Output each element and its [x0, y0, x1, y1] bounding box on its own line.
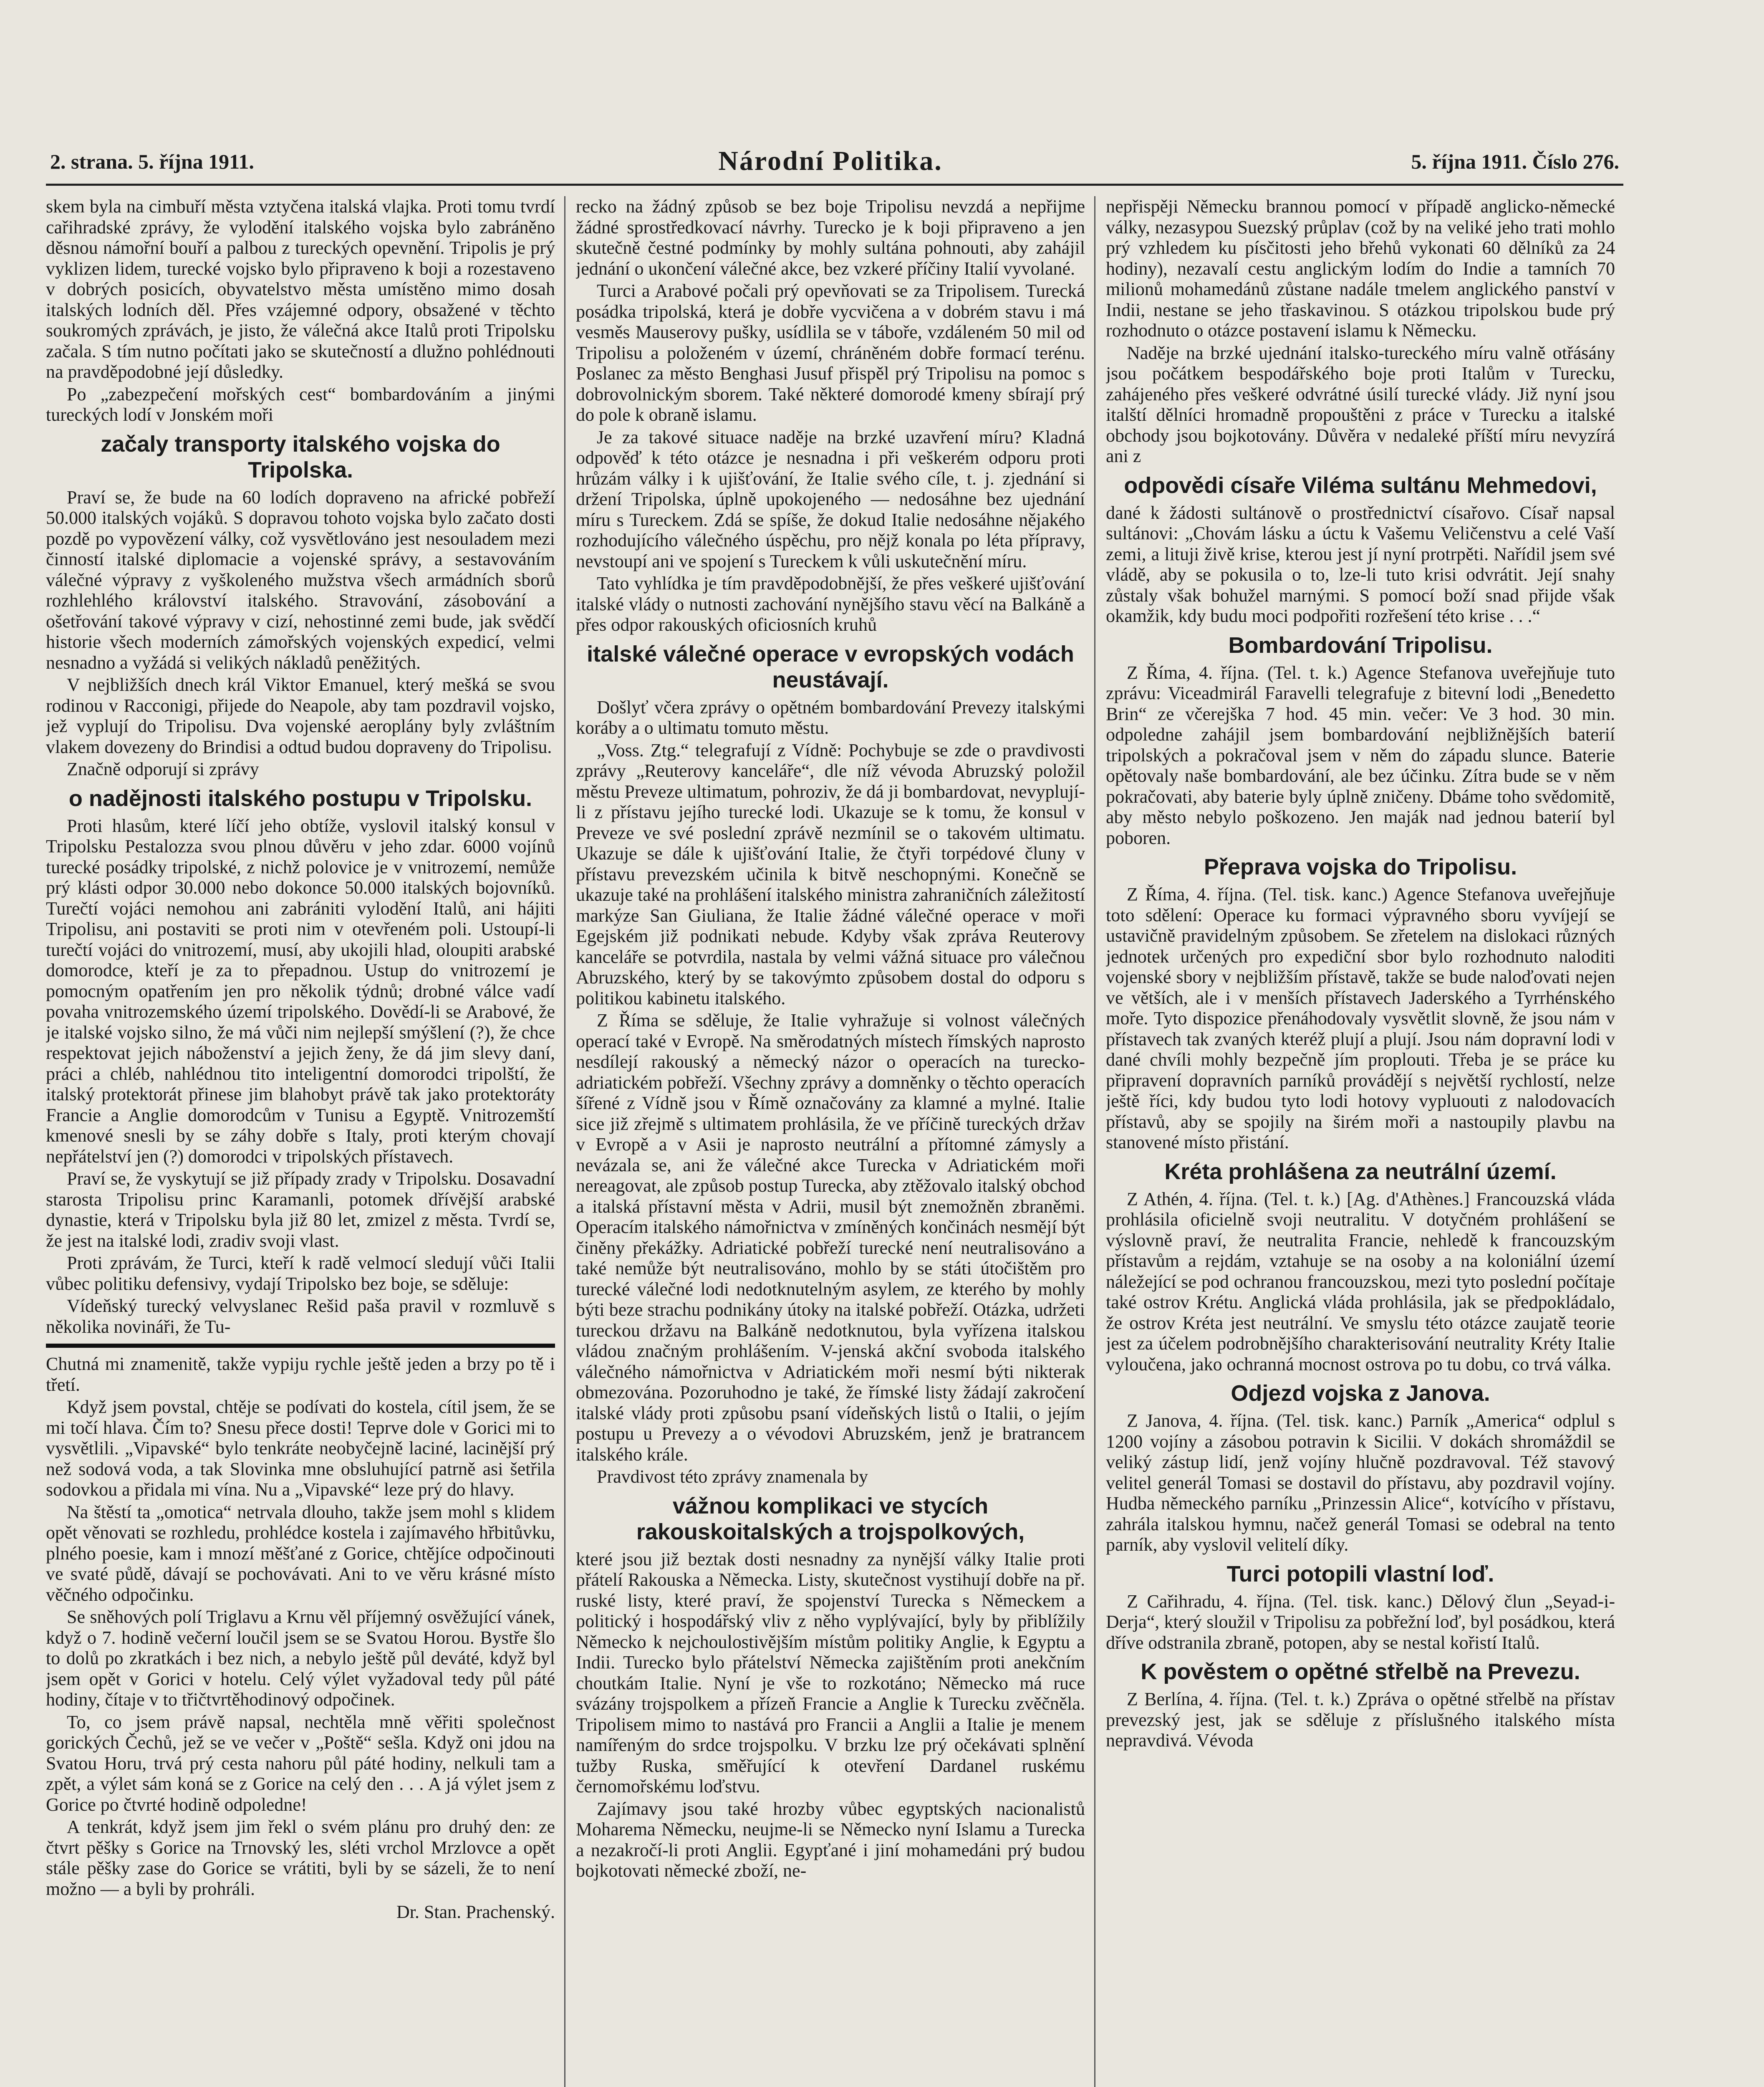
paragraph: Zajímavy jsou také hrozby vůbec egyptských nacionalistů Moharema Německu, neujme-li se Německo nyní Islamu a Turecka a nezakročí-li proti Anglii. Egypťané i jiní mohamedáni prý budou bojkotovati německé zboží, ne-: [576, 1798, 1085, 1881]
paragraph: Po „zabezpečení mořských cest“ bombardováním a jinými tureckých lodí v Jonském moři: [46, 384, 555, 425]
feuilleton-paragraph: Se sněhových polí Triglavu a Krnu věl příjemný osvěžující vánek, když o 7. hodině večerní loučil jsem se se Svatou Horou. Bystře šlo to dolů po zkratkách i bez nich, a nebylo ještě půl deváté, když byl jsem opět v Gorici v hotelu. Celý výlet vyžadoval tedy půl páté hodiny, čítaje v to třičtvrtěhodinový odpočinek.: [46, 1607, 555, 1710]
issue-number: 5. října 1911. Číslo 276.: [1411, 150, 1619, 173]
feuilleton-paragraph: A tenkrát, když jsem jim řekl o svém plánu pro druhý den: ze čtvrt pěšky s Gorice na Trnovský les, sléti vrchol Mrzlovce a opět stále pěšky zase do Gorice se vrátiti, byli by se sázeli, že to není možno — a byli by prohráli.: [46, 1817, 555, 1899]
author-signature: Dr. Stan. Prachenský.: [396, 1902, 555, 1922]
section-heading: Bombardování Tripolisu.: [1228, 632, 1493, 658]
paragraph: recko na žádný způsob se bez boje Tripolisu nevzdá a nepřijme žádné sprostředkovací návrhy. Turecko je k boji připraveno a jen skutečně čestné podmínky by mohly sultána pohnouti, aby zahájil jednání o ukončení válečné akce, bez vzkeré příčiny Italií vyvolané.: [576, 196, 1085, 279]
feuilleton-divider: [46, 1344, 555, 1348]
column-rule: [1094, 196, 1095, 2087]
paragraph: Turci a Arabové počali prý opevňovati se za Tripolisem. Turecká posádka tripolská, která je dobře vycvičena a v dobrém stavu i má vesměs Mauserovy pušky, usídlila se v táboře, vzdáleném 50 mil od Tripolisu a položeném v území, chráněném dobře formací terénu. Poslanec za město Benghasi Jusuf přispěl prý Tripolisu na pomoc s dobrovolnickým sborem. Také některé domorodé kmeny sbírají prý do pole k obraně islamu.: [576, 280, 1085, 425]
paragraph: Tato vyhlídka je tím pravděpodobnější, že přes veškeré ujišťování italské vlády o nutnosti zachování nynějšího stavu věcí na Balkáně a přes odpor rakouských oficiosních kruhů: [576, 573, 1085, 635]
section-heading: o nadějnosti italského postupu v Tripolsku.: [68, 786, 532, 811]
newspaper-title: Národní Politika.: [718, 146, 943, 176]
paragraph: Praví se, že bude na 60 lodích dopraveno na africké pobřeží 50.000 italských vojáků. S dopravou tohoto vojska bylo začato dosti pozdě po vypovězení války, což vysvětlováno jest nesouladem mezi činností italské diplomacie a vojenské správy, a sestavováním válečné výpravy z vyškoleného mužstva všech armádních sborů rozhlehlého království italského. Stravování, zásobování a ošetřování takové výpravy v cizí, nehostinné zemi bude, jak svědčí historie všech moderních zámořských vojenských expedicí, velmi nesnadno a vyžádá si velikých nákladů peněžitých.: [46, 487, 555, 673]
section-heading: vážnou komplikaci ve stycích rakouskoitalských a trojspolkových,: [636, 1493, 1025, 1544]
section-heading: odpovědi císaře Viléma sultánu Mehmedovi,: [1124, 472, 1597, 498]
paragraph: Z Athén, 4. října. (Tel. t. k.) [Ag. d'Athènes.] Francouzská vláda prohlásila oficielně svoji neutralitu. V dotyčném prohlášení se výslovně praví, že neutralita Francie, nehledě k francouzským přístavům a rejdám, vztahuje se na osoby a na koloniální území náležející se pod ochranou francouzskou, mezi tyto poslední počítaje také ostrov Krétu. Anglická vláda prohlásila, jak se předpokládalo, že ostrov Kréta jest neutrální. Ve smyslu této otázce zaujatě teorie jest za účelem podrobnějšího charakterisování neutrality Kréty Italie vyloučena, jako ochranná mocnost ostrova po tu dobu, co trvá válka.: [1106, 1188, 1615, 1374]
paragraph: které jsou již beztak dosti nesnadny za nynější války Italie proti přátelí Rakouska a Německa. Listy, skutečnost vystihují dobře na př. ruské listy, které praví, že spojenství Turecka s Německem a politický i hospodářský vliv z něho vyplývající, byly by přiblížily Německo k nejchoulostivějším místům politiky Anglie, k Egyptu a Indii. Turecko bylo přátelství Německa zajištěním proti anekčním choutkám Italie. Nyní je vše to rozkotáno; Německo má ruce svázány trojspolkem a přízeň Francie a Anglie k Turecku zvěčněla. Tripolisem mimo to nastává pro Francii a Anglii a Italie je menem namířeným do srdce trojspolku. V brzku lze prý očekávati splnění tužby Ruska, směřující k otevření Dardanel ruskému černomořskému loďstvu.: [576, 1549, 1085, 1796]
section-heading: italské válečné operace v evropských vodách neustávají.: [587, 641, 1074, 692]
paragraph: Vídeňský turecký velvyslanec Rešid paša pravil v rozmluvě s několika novináři, že Tu-: [46, 1296, 555, 1337]
paragraph: dané k žádosti sultánově o prostřednictví císařovo. Císař napsal sultánovi: „Chovám lásku a úctu k Vašemu Veličenstvu a celé Vaší zemi, a lituji živě krise, kterou jest jí nyní protrpěti. Nařídil jsem své vládě, aby se pokusila o to, lze-li tuto krisi odvrátit. Její snahy zůstaly však bohužel marnými. S pomocí boží snad přijde však okamžik, kdy budu moci podpořiti rozřešení této krise . . .“: [1106, 502, 1615, 626]
paragraph: „Voss. Ztg.“ telegrafují z Vídně: Pochybuje se zde o pravdivosti zprávy „Reuterovy kanceláře“, dle níž vévoda Abruzský položil městu Preveze ultimatum, pohroziv, že dá ji bombardovat, nevyplují-li z přístavu jejího turecké lodi. Ukazuje se k tomu, že konsul v Preveze ve své poslední zprávě nezmínil se o takovém ultimatu. Ukazuje se dále k ujišťování Italie, že čtyři torpédové čluny v přístavu prevezském učinila k bitvě neschopnými. Konečně se ukazuje také na prohlášení italského ministra zahraničních záležitostí markýze San Giuliana, že Italie žádné válečné operace v moři Egejském již podnikati nebude. Kdyby však zpráva Reuterovy kanceláře se potvrdila, nastala by velmi vážná situace pro válečnou Abruzského, který by se takovýmto způsobem dostal do odporu s politikou kabinetu italského.: [576, 740, 1085, 1008]
paragraph: nepřispěji Německu brannou pomocí v případě anglicko-německé války, nezasypou Suezský průplav (což by na veliké jeho trati mohlo prý vzhledem ku písčitosti jeho břehů vykonati 60 dělníků za 24 hodiny), nezavalí cestu anglickým lodím do Indie a tamních 70 milionů mohamedánů zůstane nadále tmelem anglického panství v Indii, nestane se jeho třaskavinou. S otázkou tripolskou bude prý rozhodnuto o otázce postavení islamu k Německu.: [1106, 196, 1615, 341]
paragraph: skem byla na cimbuří města vztyčena italská vlajka. Proti tomu tvrdí cařihradské zprávy, že vylodění italského vojska bylo zabráněno děsnou námořní bouří a palbou z tureckých opevnění. Tripolis je prý vyklizen lidem, turecké vojsko bylo připraveno k boji a rozestaveno v dobrých posicích, obyvatelstvo města umístěno mimo dosah italských lodních děl. Přes vzájemné odpory, obsažené v těchto soukromých zprávách, je jisto, že válečná akce Italů proti Tripolsku začala. S tím nutno počítati jako se skutečností a dlužno pohlédnouti na pravděpodobné její důsledky.: [46, 196, 555, 382]
paragraph: Praví se, že vyskytují se již případy zrady v Tripolsku. Dosavadní starosta Tripolisu princ Karamanli, potomek dřívější arabské dynastie, která v Tripolsku byla již 80 let, zmizel z města. Tvrdí se, že jest na italské lodi, zradiv svoji vlast.: [46, 1168, 555, 1251]
paragraph: Z Říma, 4. října. (Tel. tisk. kanc.) Agence Stefanova uveřejňuje toto sdělení: Operace ku formaci výpravného sboru vyvíjejí se ustavičně pravidelným způsobem. Se zřetelem na dislokaci různých jednotek určených pro expediční sbor bylo rozhodnuto naloditi vojenské sbory v nejbližším přístavě, takže se bude naloďovati nejen ve větších, ale i v menších přístavech Jaderského a Tyrrhénského moře. Tyto dispozice přenáhodovaly vysvětlit slovně, že jsou nám v přístavech tak zvaných kteréž plují a plují. Jsou nám dopravní lodi v dané chvíli mohly bezpečně jím proplouti. Třeba je se práce ku připravení dopravních parníků provádějí s největší rychlostí, nelze ještě říci, kdy budou tyto lodi hotovy vypluouti z nalodovacích přístavů, aby se spojily na širém moři a nastoupily plavbu na stanovené místo přistání.: [1106, 884, 1615, 1152]
paragraph: Je za takové situace naděje na brzké uzavření míru? Kladná odpověď k této otázce je nesnadna i při veškerém odporu proti hrůzám války i k ujišťování, že Italie svého cíle, t. j. zjednání si držení Tripolska, úplně upokojeného — nedosáhne bez ujednání míru s Tureckem. Zdá se spíše, že dokud Italie nedosáhne nějakého rozhodujícího válečného úspěchu, pro nějž konala po léta přípravy, nevstoupí ani ve spojení s Tureckem k vůli uskutečnění míru.: [576, 427, 1085, 571]
paragraph: Naděje na brzké ujednání italsko-tureckého míru valně otřásány jsou počátkem bespodářského boje proti Italům v Turecku, zahájeného přes veškeré odvrátné úsilí turecké vlády. Již nyní jsou italští dělníci hromadně propouštěni z práce v Turecku a italské obchody jsou bojkotovány. Důvěra v nedaleké příští míru nevyzírá ani z: [1106, 342, 1615, 466]
section-heading: Odjezd vojska z Janova.: [1231, 1381, 1490, 1406]
feuilleton-paragraph: Na štěstí ta „omotica“ netrvala dlouho, takže jsem mohl s klidem opět věnovati se rozhledu, prohlédce kostela i zajímavého hřbitůvku, plného poesie, kam i mnozí měšťané z Gorice, chtějíce odpočinouti ve svaté půdě, dávají se pochovávati. Ani to ve věru krásné místo věčného odpočinku.: [46, 1501, 555, 1605]
feuilleton-paragraph: Když jsem povstal, chtěje se podívati do kostela, cítil jsem, že se mi točí hlava. Čím to? Snesu přece dosti! Teprve dole v Gorici mi to vysvětlili. „Vipavské“ bylo tenkráte neobyčejně laciné, lacinější prý než sodová voda, a tak Slovinka mne obsluhující patrně asi šetřila sodovkou a přidala mi vína. Nu a „Vipavské“ leze prý do hlavy.: [46, 1397, 555, 1500]
section-heading: K pověstem o opětné střelbě na Prevezu.: [1141, 1659, 1580, 1684]
page-date-left: 2. strana. 5. října 1911.: [50, 150, 254, 173]
section-heading: začaly transporty italského vojska do Tripolska.: [101, 431, 500, 483]
paragraph: Proti hlasům, které líčí jeho obtíže, vyslovil italský konsul v Tripolsku Pestalozza svou plnou důvěru v jeho zdar. 6000 vojínů turecké posádky tripolské, z nichž polovice je v vnitrozemí, nemůže prý klásti odpor 30.000 nebo dokonce 50.000 italských bojovníků. Turečtí vojáci nemohou ani zabrániti vylodění Italů, ani hájiti Tripolisu, ani postaviti se proti nim v otevřeném poli. Ustoupí-li turečtí vojáci do vnitrozemí, musí, aby ukojili hlad, oloupiti arabské domorodce, kteří je za to přepadnou. Ustup do vnitrozemí je pomocným opatřením jen pro několik týdnů; drobné válce vadí povaha vnitrozemského území tripolského. Dovědí-li se Arabové, že je italské vojsko silno, že má vůči nim nejlepší smýšlení (?), že chce respektovat jejich náboženství a jejich ženy, že dá jim slevy daní, práci a chléb, nahlédnou tito inteligentní domorodci tripolští, že italský protektorát přinese jim blahobyt právě tak jako protektoráty Francie a Anglie domorodcům v Tunisu a Egyptě. Vnitrozemští kmenové snesli by se záhy dobře s Italy, proti kterým chovají nepřátelství jen (?) domorodci v tripolských přístavech.: [46, 815, 555, 1167]
column-3: [1106, 196, 1615, 2087]
paragraph: Značně odporují si zprávy: [67, 759, 259, 779]
paragraph: Z Berlína, 4. října. (Tel. t. k.) Zpráva o opětné střelbě na přístav prevezský jest, jak se sděluje z příslušného italského místa nepravdivá. Vévoda: [1106, 1689, 1615, 1751]
paragraph: Z Janova, 4. října. (Tel. tisk. kanc.) Parník „America“ odplul s 1200 vojíny a zásobou potravin k Sicilii. V dokách shromáždil se veliký zástup lidí, jenž vojíny hlučně pozdravoval. Též stavový velitel generál Tomasi se dostavil do přístavu, aby pozdravil vojíny. Hudba německého parníku „Prinzessin Alice“, kotvícího v přístavu, zahrála italskou hymnu, načež generál Tomasi se odebral na tento parník, aby vyslovil velitelí díky.: [1106, 1410, 1615, 1555]
column-1: [46, 196, 555, 2087]
newspaper-page: [46, 138, 1623, 2087]
masthead: [46, 138, 1623, 186]
column-2: [576, 196, 1085, 2087]
feuilleton-paragraph: To, co jsem právě napsal, nechtěla mně věřiti společnost gorických Čechů, jež se ve večer v „Poště“ sešla. Když oni jdou na Svatou Horu, trvá prý cesta nahoru půl páté hodiny, nelkuli tam a zpět, a výlet sám koná se z Gorice na celý den . . . A já výlet jsem z Gorice po čtvrté hodině odpoledne!: [46, 1711, 555, 1815]
section-heading: Kréta prohlášena za neutrální území.: [1164, 1159, 1557, 1184]
paragraph: Došlyť včera zprávy o opětném bombardování Prevezy italskými koráby a o ultimatu tomuto městu.: [576, 697, 1085, 738]
paragraph: Proti zprávám, že Turci, kteří k radě velmocí sledují vůči Italii vůbec politiku defensivy, vydají Tripolsko bez boje, se sděluje:: [46, 1253, 555, 1294]
paragraph: Z Říma se sděluje, že Italie vyhražuje si volnost válečných operací také v Evropě. Na směrodatných místech římských naprosto nesdílejí rakouský a německý názor o operacích na turecko-adriatickém pobřeží. Všechny zprávy a domněnky o těchto operacích šířené z Vídně jsou v Římě označovány za klamné a mylné. Italie sice již zřejmě s ultimatem prohlásila, že ve příčině tureckých držav v Evropě a v Asii je naprosto neutrální a přítomné zámysly a nevázala se, ani že válečné akce Turecka v Adriatickém moři nereagovat, ale způsob postup Turecka, aby ztěžovalo italský obchod a italská přístavní města v Adrii, musil být znemožněn zbraněmi. Operacím italského námořnictva v zmíněných končinách nesmějí být činěny překážky. Adriatické pobřeží turecké není neutralisováno a také nemůže být neutralisováno, mohlo by se státi útočištěm pro turecké válečné lodi nedotknutelným asylem, ze kterého by mohly býti beze strachu podnikány útoky na italské pobřeží. Otázka, udržeti tureckou državu na Balkáně nedotknutou, byla vyřízena italskou vládou značným prohlášením. V-jenská akční svoboda italského válečného námořnictva v Adriatickém moři nesmí býti nikterak obmezována. Pozoruhodno je také, že římské listy žádají zakročení italské vlády proti způsobu psaní vídeňských listů o Italii, o jejím postupu u Prevezy a o vévodovi Abruzském, jenž je bratrancem italského krále.: [576, 1010, 1085, 1465]
section-heading: Turci potopili vlastní loď.: [1226, 1561, 1494, 1587]
paragraph: Z Říma, 4. října. (Tel. t. k.) Agence Stefanova uveřejňuje tuto zprávu: Viceadmirál Faravelli telegrafuje z bitevní lodi „Benedetto Brin“ ze včerejška 7 hod. 45 min. večer: Ve 3 hod. 30 min. odpoledne zahájil jsem bombardování nejbližnějších baterií tripolských a pokračoval jsem v něm do západu slunce. Baterie opětovaly naše bombardování, ale bez účinku. Zítra bude se v něm pokračovati, aby baterie byly úplně zničeny. Dbáme toho svědomitě, aby město nebylo poškozeno. Jen maják nad jednou baterií byl poboren.: [1106, 662, 1615, 848]
feuilleton-paragraph: Chutná mi znamenitě, takže vypiju rychle ještě jeden a brzy po tě i třetí.: [46, 1354, 555, 1395]
paragraph: V nejbližších dnech král Viktor Emanuel, který mešká se svou rodinou v Racconigi, přijede do Neapole, aby tam pozdravil vojsko, jež vyplují do Tripolisu. Dva vojenské aeroplány byly zvláštním vlakem dovezeny do Brindisi a odtud budou dopraveny do Tripolisu.: [46, 675, 555, 757]
paragraph: Pravdivost této zprávy znamenala by: [597, 1466, 868, 1487]
paragraph: Z Cařihradu, 4. října. (Tel. tisk. kanc.) Dělový člun „Seyad-i-Derja“, který sloužil v Tripolisu za pobřežní loď, byl posádkou, která dříve odstranila zbraně, potopen, aby se nestal kořistí Italů.: [1106, 1591, 1615, 1653]
section-heading: Přeprava vojska do Tripolisu.: [1204, 854, 1517, 879]
column-rule: [564, 196, 565, 2087]
